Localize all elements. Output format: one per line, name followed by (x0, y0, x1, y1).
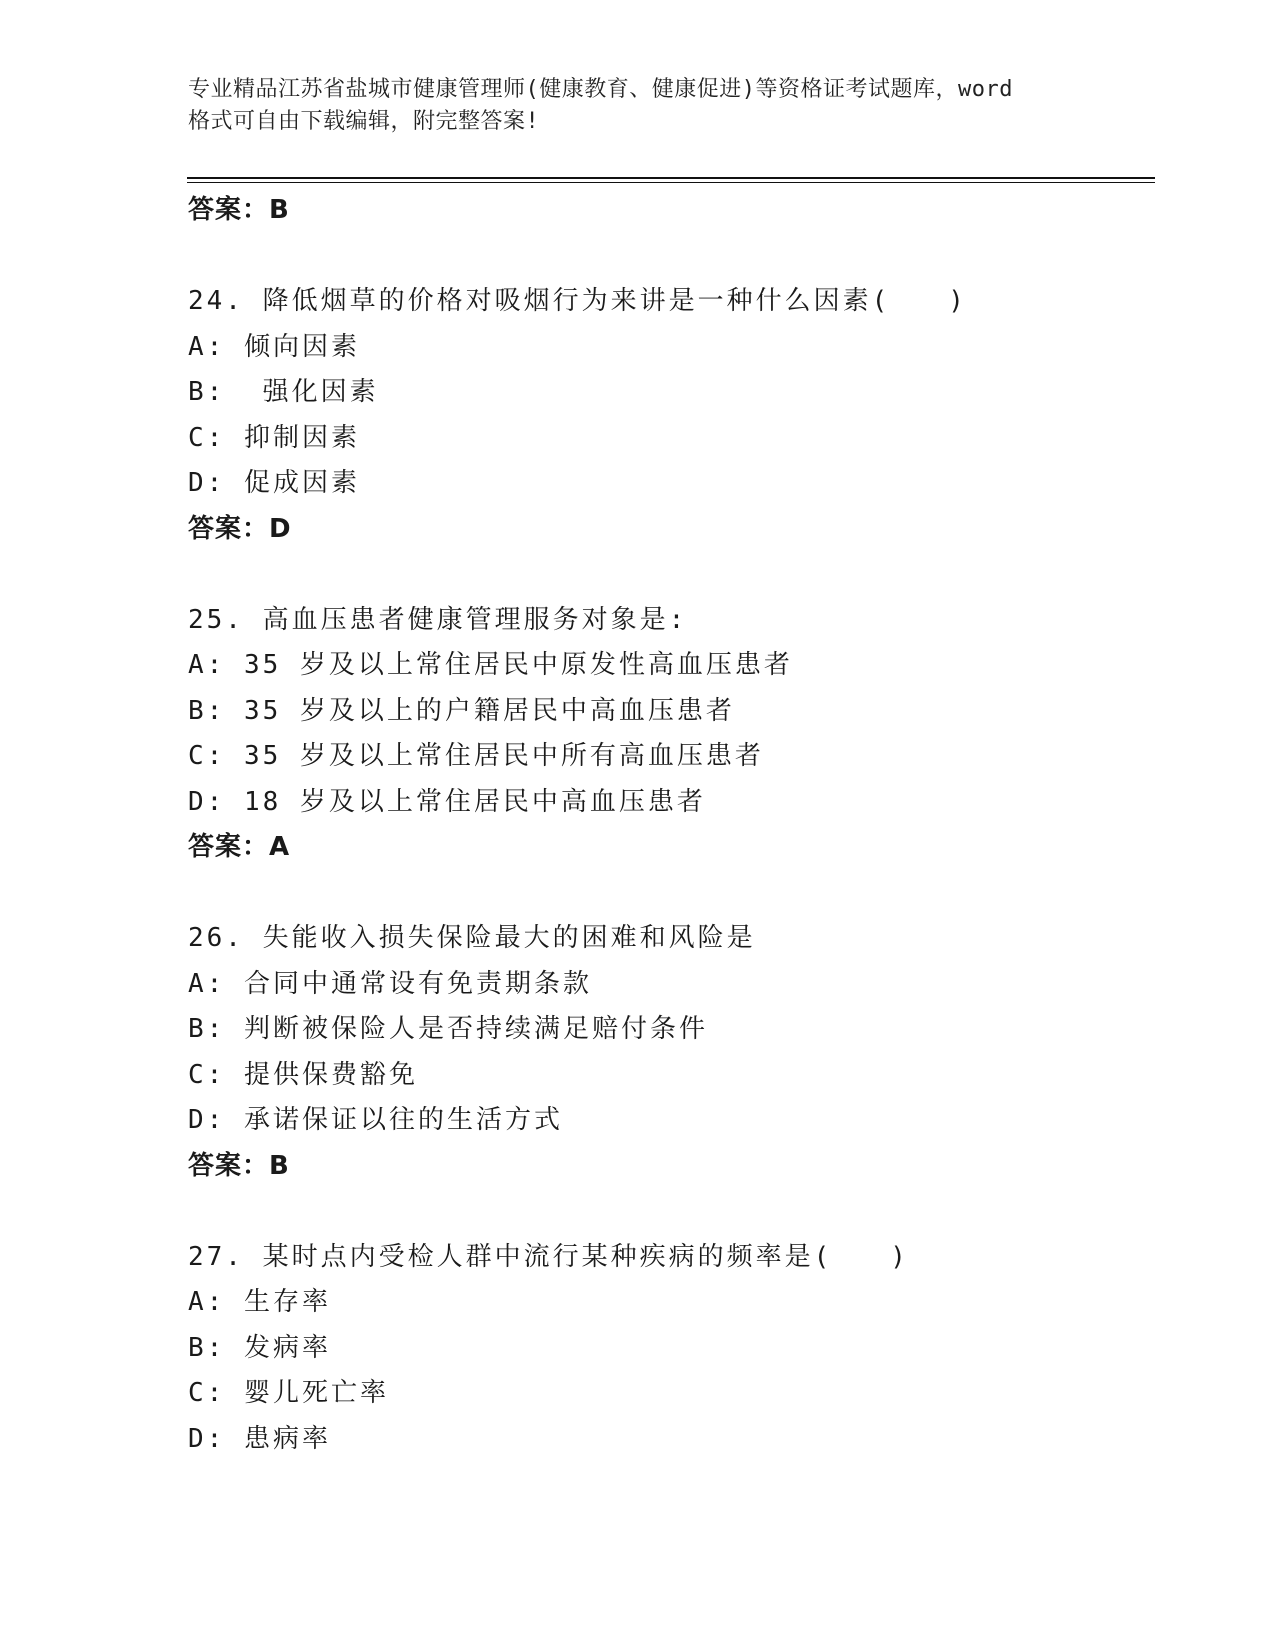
question-26 (188, 916, 1148, 1189)
question-stem: 24. 降低烟草的价格对吸烟行为来讲是一种什么因素( ) (188, 286, 967, 316)
option-a: A: 合同中通常设有免责期条款 (188, 968, 592, 999)
option-a: A: 35 岁及以上常住居民中原发性高血压患者 (188, 650, 793, 680)
option-c: C: 提供保费豁免 (188, 1059, 418, 1090)
header-rule-thin (187, 182, 1155, 183)
option-d: D: 促成因素 (188, 468, 360, 498)
question-stem: 25. 高血压患者健康管理服务对象是: (188, 604, 688, 635)
document-header (188, 74, 1088, 138)
option-a: A: 倾向因素 (188, 331, 360, 362)
answer-line: 答案：B (188, 1150, 290, 1181)
header-line-2: 格式可自由下载编辑，附完整答案! (188, 109, 540, 134)
spacer (188, 234, 1148, 280)
answer-line: 答案：B (188, 195, 290, 225)
question-list (188, 188, 1148, 1462)
header-rule-thick (187, 177, 1155, 179)
header-line-1: 专业精品江苏省盐城市健康管理师(健康教育、健康促进)等资格证考试题库，word (188, 77, 1013, 102)
spacer (188, 552, 1148, 598)
option-d: D: 患病率 (188, 1423, 331, 1454)
option-b: B: 发病率 (188, 1332, 331, 1363)
question-27 (188, 1235, 1148, 1463)
spacer (188, 871, 1148, 917)
spacer (188, 1189, 1148, 1235)
option-c: C: 婴儿死亡率 (188, 1378, 389, 1408)
option-d: D: 18 岁及以上常住居民中高血压患者 (188, 786, 706, 817)
option-b: B: 强化因素 (188, 377, 379, 407)
option-d: D: 承诺保证以往的生活方式 (188, 1105, 563, 1135)
question-25 (188, 598, 1148, 871)
option-a: A: 生存率 (188, 1287, 331, 1317)
question-24 (188, 279, 1148, 552)
option-b: B: 判断被保险人是否持续满足赔付条件 (188, 1014, 708, 1044)
question-stem: 26. 失能收入损失保险最大的困难和风险是 (188, 923, 756, 953)
question-stem: 27. 某时点内受检人群中流行某种疾病的频率是( ) (188, 1241, 909, 1272)
option-b: B: 35 岁及以上的户籍居民中高血压患者 (188, 695, 735, 726)
answer-line: 答案：A (188, 832, 291, 862)
answer-line: 答案：D (188, 513, 292, 544)
option-c: C: 35 岁及以上常住居民中所有高血压患者 (188, 741, 764, 771)
option-c: C: 抑制因素 (188, 422, 360, 453)
